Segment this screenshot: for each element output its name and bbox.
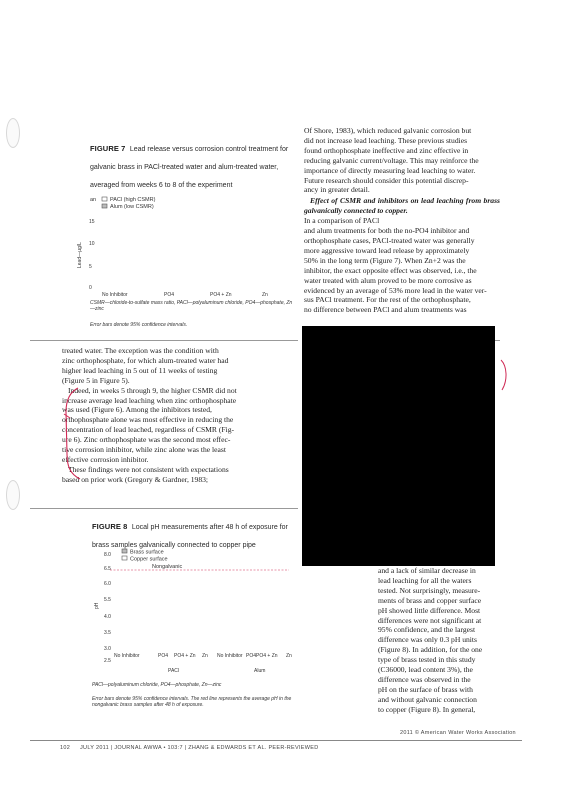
figure8-ylabel: pH xyxy=(94,602,100,609)
copyright-notice: 2011 © American Water Works Association xyxy=(400,730,516,736)
figure7-legend-pacl: PACl (high CSMR) xyxy=(110,197,156,203)
paragraph-line: was used (Figure 6). Among the inhibitors tested, xyxy=(62,405,212,415)
paragraph-line: differences were not significant at xyxy=(378,615,482,625)
paragraph-line: difference was observed in the xyxy=(378,674,471,684)
paragraph-line: orthophosphate cases, PACl-treated water was generally xyxy=(304,235,475,245)
paragraph-line: ments of brass and copper surface xyxy=(378,595,482,605)
right-column-bottom-text xyxy=(378,566,502,715)
paragraph-line: importance of directly measuring lead leaching to water. xyxy=(304,165,476,175)
paragraph-line: tive corrosion inhibitor, while zinc alone was the least xyxy=(62,445,226,455)
figure8-xlabel: Zn xyxy=(202,653,208,659)
paragraph-line: water treated with alum proved to be more corrosive as xyxy=(304,275,472,285)
figure8-legend-brass: Brass surface xyxy=(130,549,164,556)
paragraph-line: evidenced by an average of 53% more lead in the water ver- xyxy=(304,285,487,295)
paragraph-line: Indeed, in weeks 5 through 9, the higher CSMR did not xyxy=(68,385,237,395)
journal-footer: JULY 2011 | JOURNAL AWWA • 103:7 | ZHANG & EDWARDS ET AL. PEER-REVIEWED xyxy=(80,745,319,751)
figure7-chart xyxy=(77,190,292,302)
figure8-group-label: Alum xyxy=(254,668,266,674)
paragraph-line: zinc orthophosphate, for which alum-treated water had xyxy=(62,355,229,365)
figure7-label: FIGURE 7 xyxy=(90,144,126,153)
paragraph-line: based on prior work (Gregory & Gardner, 1983; xyxy=(62,474,209,484)
figure8-ytick: 3.0 xyxy=(104,646,111,652)
right-column-top-text xyxy=(304,126,500,315)
figure8-caption: Local pH measurements after 48 h of exposure for brass samples galvanically connected to copper pipe xyxy=(92,524,288,549)
figure7-note: CSMR—chloride-to-sulfate mass ratio, PACl—polyaluminum chloride, PO4—phosphate, Zn—zinc xyxy=(90,300,293,313)
paragraph-line: and alum treatments for both the no-PO4 inhibitor and xyxy=(304,226,470,236)
figure8-ytick: 3.5 xyxy=(104,630,111,636)
left-column-text xyxy=(62,346,294,485)
figure8-xlabel: PO4 xyxy=(158,653,169,659)
figure8-ytick: 6.0 xyxy=(104,581,111,587)
figure8-xlabel: No Inhibitor xyxy=(217,653,243,659)
divider xyxy=(30,340,298,341)
divider xyxy=(30,508,298,509)
legend-swatch-copper xyxy=(122,556,127,560)
figure8-ytick: 8.0 xyxy=(104,552,111,558)
handwritten-bracket-left xyxy=(56,384,86,484)
paragraph-line: difference was only 0.3 pH units xyxy=(378,635,477,645)
figure7-xlabel: PO4 xyxy=(164,292,175,298)
figure8-xlabel: No Inhibitor xyxy=(114,653,140,659)
paragraph-line: 50% in the long term (Figure 7). When Zn+2 was the xyxy=(304,255,466,265)
paragraph-line: (C36000, lead content 3%), the xyxy=(378,665,473,675)
figure8-xlabel: PO4 + Zn xyxy=(174,653,196,659)
figure7-caption: Lead release versus corrosion control treatment for galvanic brass in PACl-treated water and alum-treated water, averaged from weeks 6 to 8 of the experiment xyxy=(90,146,289,189)
paragraph-line: sus PACl treatment. For the rest of the orthophosphate, xyxy=(304,295,471,305)
paragraph-line: inhibitor, the exact opposite effect was observed, i.e., the xyxy=(304,265,477,275)
paragraph-line: (Figure 8). In addition, for the one xyxy=(378,645,483,655)
figure8-ytick: 4.0 xyxy=(104,614,111,620)
legend-swatch-brass xyxy=(122,549,127,553)
figure7-ytick: 15 xyxy=(89,219,95,225)
paragraph-line: pH on the surface of brass with xyxy=(378,684,473,694)
figure8-xlabel: Zn xyxy=(286,653,292,659)
paragraph-line: tested. Not surprisingly, measure- xyxy=(378,585,481,595)
figure8-errnote: Error bars denote 95% confidence intervals. The red line represents the average pH in the nongalvanic brass samples after 48 h of exposure. xyxy=(92,696,292,709)
paragraph-line: found orthophosphate ineffective and zinc effective in xyxy=(304,145,469,155)
paragraph-line: and without galvanic connection xyxy=(378,694,477,704)
figure8-chart xyxy=(84,546,304,678)
figure7-xlabel: PO4 + Zn xyxy=(210,292,232,298)
paragraph-line: pH showed little difference. Most xyxy=(378,605,481,615)
paragraph-line: (Figure 5 in Figure 5). xyxy=(62,375,130,385)
figure7-xlabel: Zn xyxy=(262,292,268,298)
figure7-ytick: 10 xyxy=(89,241,95,247)
figure8-annotation: Nongalvanic xyxy=(152,564,183,570)
redacted-region xyxy=(302,326,495,566)
figure8-ytick: 6.5 xyxy=(104,566,111,572)
paragraph-line: Future research should consider this potential discrep- xyxy=(304,175,469,185)
paragraph-line: effective corrosion inhibitor. xyxy=(62,454,149,464)
figure8-xlabel: PO4 xyxy=(246,653,257,659)
punch-hole xyxy=(6,480,20,510)
figure7-caption-block xyxy=(90,138,294,192)
paragraph-line: ancy in greater detail. xyxy=(304,185,370,195)
paragraph-line: reducing galvanic current/voltage. This may reinforce the xyxy=(304,155,479,165)
paragraph-line: increase average lead leaching when zinc orthophosphate xyxy=(62,395,237,405)
paragraph-line: to copper (Figure 8). In general, xyxy=(378,704,476,714)
paragraph-line: concentration of lead leached, regardless of CSMR (Fig- xyxy=(62,425,235,435)
figure7-legend-key: an xyxy=(90,197,97,203)
page-number: 102 xyxy=(60,745,71,751)
paragraph-line: no difference between PACl and alum treatments was xyxy=(304,305,467,315)
figure7-ytick: 0 xyxy=(89,285,92,291)
figure7-legend-alum: Alum (low CSMR) xyxy=(110,204,154,210)
figure7-ylabel: Lead—µg/L xyxy=(77,242,83,268)
handwritten-mark-right xyxy=(497,356,513,396)
figure8-label: FIGURE 8 xyxy=(92,522,128,531)
figure8-ytick: 2.5 xyxy=(104,658,111,664)
punch-hole xyxy=(6,118,20,148)
figure8-legend-copper: Copper surface xyxy=(130,556,168,563)
figure8-note: PACl—polyaluminum chloride, PO4—phosphate, Zn—zinc xyxy=(92,682,222,688)
paragraph-line: more aggressive toward lead release by approximately xyxy=(304,245,470,255)
figure7-xlabel: No Inhibitor xyxy=(102,292,128,298)
paragraph-line: orthophosphate alone was most effective in reducing the xyxy=(62,415,234,425)
figure7-errnote: Error bars denote 95% confidence intervals. xyxy=(90,322,188,328)
figure7-ytick: 5 xyxy=(89,264,92,270)
paragraph-line: did not increase lead leaching. These previous studies xyxy=(304,135,468,145)
paragraph-line: treated water. The exception was the condition with xyxy=(62,346,219,355)
legend-swatch-alum xyxy=(102,204,107,208)
paragraph-line: 95% confidence, and the largest xyxy=(378,625,476,635)
section-heading: Effect of CSMR and inhibitors on lead leaching from brass galvanically connected to copper. xyxy=(304,196,500,216)
footer-divider xyxy=(30,740,522,741)
paragraph-line: higher lead leaching in 5 out of 11 weeks of testing xyxy=(62,365,218,375)
paragraph-line: lead leaching for all the waters xyxy=(378,575,472,585)
figure8-ytick: 5.5 xyxy=(104,597,111,603)
legend-swatch-pacl xyxy=(102,197,107,201)
paragraph-line: In a comparison of PACl xyxy=(304,216,380,226)
paragraph-line: type of brass tested in this study xyxy=(378,655,476,665)
paragraph-line: ure 6). Zinc orthophosphate was the second most effec- xyxy=(62,435,231,445)
paragraph-line: These findings were not consistent with expectations xyxy=(68,464,229,474)
figure8-group-label: PACl xyxy=(168,668,180,674)
paragraph-line: and a lack of similar decrease in xyxy=(378,566,476,575)
figure8-xlabel: PO4 + Zn xyxy=(256,653,278,659)
paragraph-line: Of Shore, 1983), which reduced galvanic corrosion but xyxy=(304,126,472,135)
